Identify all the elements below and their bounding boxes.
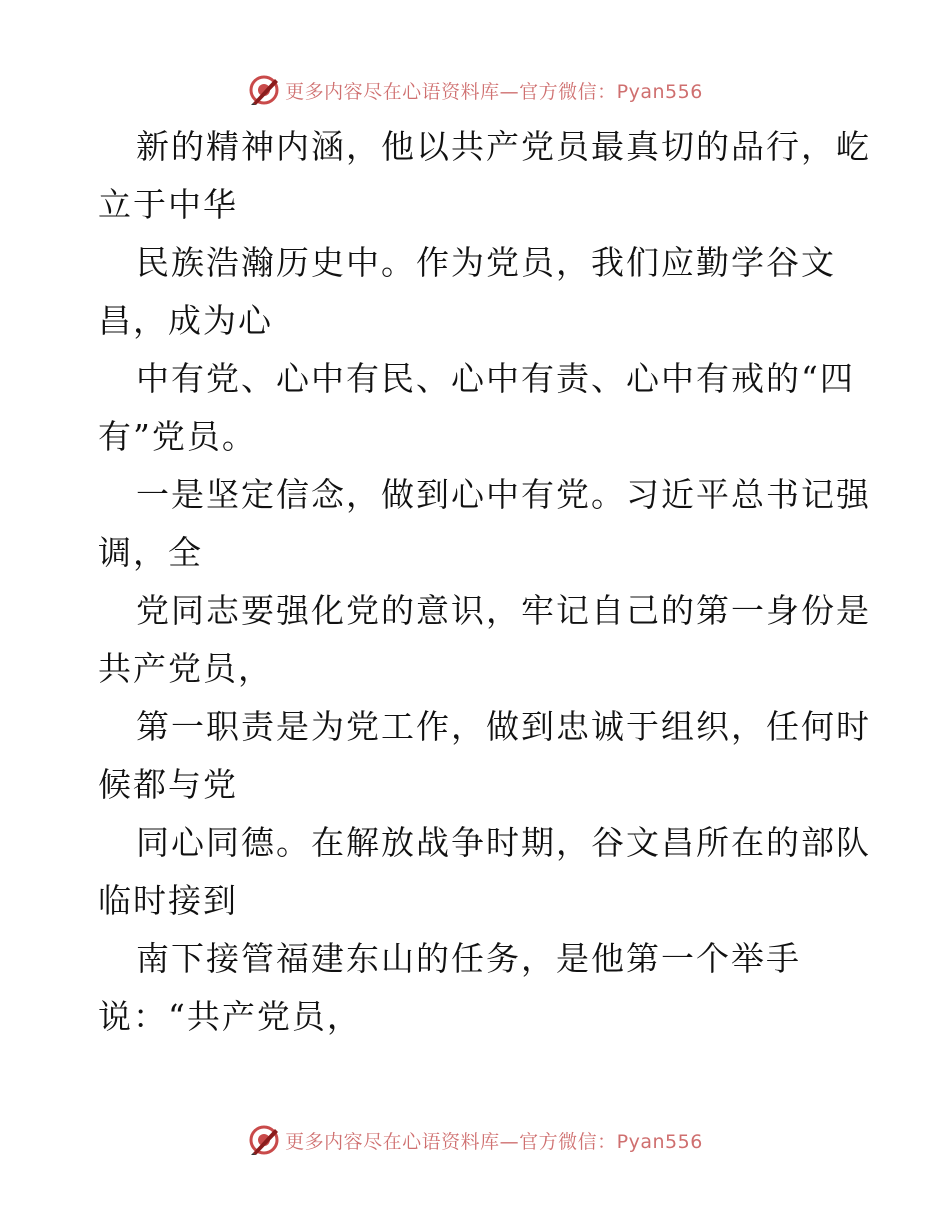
paragraph-line: 第一职责是为党工作，做到忠诚于组织，任何时 (136, 707, 871, 746)
pen-circle-logo-icon (247, 1123, 281, 1157)
paragraph-line: 民族浩瀚历史中。作为党员，我们应勤学谷文 (136, 243, 836, 282)
watermark-text: 更多内容尽在心语资料库—官方微信：Pyan556 (285, 1130, 703, 1153)
paragraph-line: 昌，成为心 (98, 301, 273, 340)
paragraph-line: 一是坚定信念，做到心中有党。习近平总书记强 (136, 475, 871, 514)
watermark-text: 更多内容尽在心语资料库—官方微信：Pyan556 (285, 80, 703, 103)
paragraph-line: 同心同德。在解放战争时期，谷文昌所在的部队 (136, 823, 871, 862)
paragraph-line: 立于中华 (98, 185, 238, 224)
paragraph-line: 党同志要强化党的意识，牢记自己的第一身份是 (136, 591, 871, 630)
paragraph-line: 调，全 (98, 533, 203, 572)
paragraph-line: 共产党员， (98, 649, 273, 688)
paragraph (98, 698, 871, 814)
document-body (98, 118, 871, 1046)
pen-circle-logo-icon (247, 73, 281, 107)
paragraph-line: 说：“共产党员， (98, 997, 362, 1036)
paragraph-line: 候都与党 (98, 765, 238, 804)
footer-watermark (0, 1120, 950, 1160)
paragraph-line: 临时接到 (98, 881, 238, 920)
paragraph (98, 118, 871, 234)
header-watermark (0, 70, 950, 110)
paragraph (98, 582, 871, 698)
paragraph (98, 814, 871, 930)
paragraph (98, 930, 858, 1046)
paragraph-line: 南下接管福建东山的任务，是他第一个举手 (136, 939, 801, 978)
paragraph-line: 中有党、心中有民、心中有责、心中有戒的“四 (136, 359, 855, 398)
paragraph-line: 有”党员。 (98, 417, 257, 456)
paragraph (98, 466, 871, 582)
paragraph (98, 350, 858, 466)
paragraph (98, 234, 858, 350)
paragraph-line: 新的精神内涵，他以共产党员最真切的品行，屹 (136, 127, 871, 166)
